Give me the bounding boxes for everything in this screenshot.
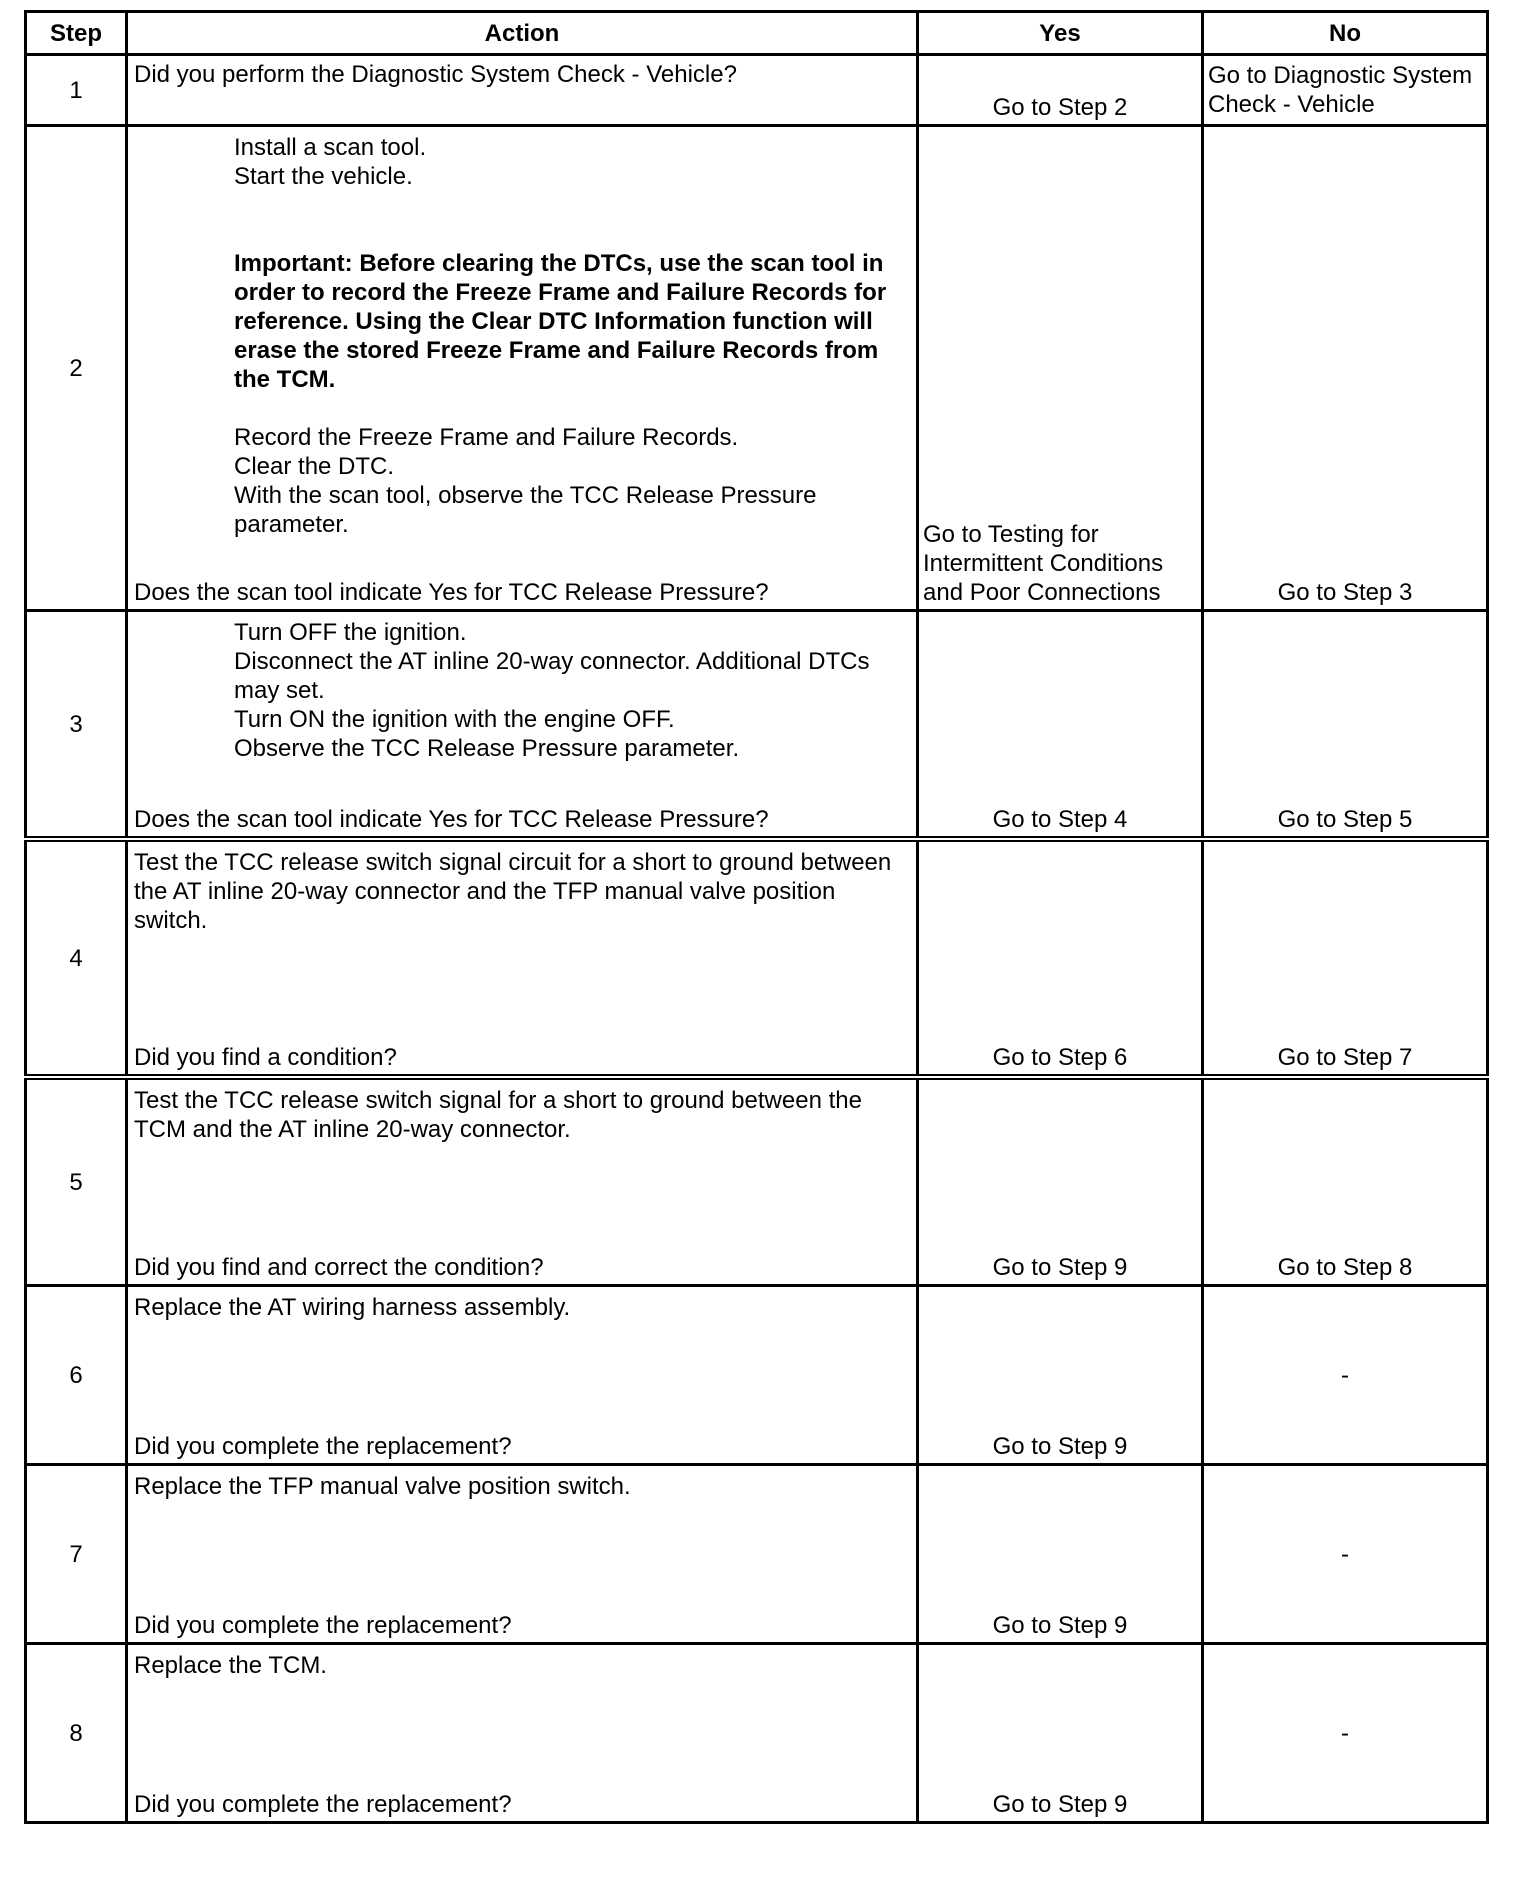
header-yes: Yes [918, 12, 1203, 55]
yes-cell [918, 1644, 1203, 1823]
action-cell [127, 1077, 918, 1286]
yes-text: Go to Step 4 [992, 806, 1128, 833]
no-text: - [1341, 1540, 1349, 1568]
yes-cell [918, 1286, 1203, 1465]
no-text: Go to Diagnostic System Check - Vehicle [1208, 62, 1473, 118]
action-question: Did you complete the replacement? [134, 1433, 512, 1460]
header-action: Action [127, 12, 918, 55]
action-text: Replace the AT wiring harness assembly. [134, 1294, 571, 1321]
step-number: 7 [26, 1465, 127, 1644]
yes-text: Go to Testing for Intermittent Conditions and Poor Connections [923, 521, 1164, 606]
no-text: - [1341, 1361, 1349, 1389]
table-row [26, 611, 1488, 840]
no-cell [1203, 611, 1488, 840]
yes-cell [918, 1077, 1203, 1286]
action-question: Did you find and correct the condition? [134, 1254, 544, 1281]
action-cell [127, 1286, 918, 1465]
yes-text: Go to Step 9 [992, 1791, 1128, 1818]
diagnostic-table-container [24, 10, 1480, 1824]
action-cell [127, 611, 918, 840]
action-substep: Observe the TCC Release Pressure parameter. [234, 735, 740, 762]
yes-cell [918, 126, 1203, 611]
action-question: Does the scan tool indicate Yes for TCC Release Pressure? [134, 806, 769, 833]
action-substep: With the scan tool, observe the TCC Release Pressure parameter. [234, 482, 817, 538]
table-row [26, 839, 1488, 1077]
no-text: Go to Step 5 [1277, 806, 1413, 833]
action-substep: Install a scan tool. [234, 134, 427, 161]
action-cell [127, 839, 918, 1077]
yes-cell [918, 839, 1203, 1077]
action-cell [127, 1465, 918, 1644]
action-substep: Turn ON the ignition with the engine OFF. [234, 706, 675, 733]
table-header-row [26, 12, 1488, 55]
action-text: Test the TCC release switch signal for a short to ground between the TCM and the AT inline 20-way connector. [134, 1087, 862, 1143]
table-row [26, 1286, 1488, 1465]
action-text: Replace the TCM. [134, 1652, 327, 1679]
step-number: 5 [26, 1077, 127, 1286]
yes-cell [918, 611, 1203, 840]
no-cell [1203, 839, 1488, 1077]
action-cell [127, 1644, 918, 1823]
step-number: 1 [26, 55, 127, 126]
step-number: 6 [26, 1286, 127, 1465]
action-substep: Record the Freeze Frame and Failure Records. [234, 424, 739, 451]
yes-cell [918, 55, 1203, 126]
action-question: Does the scan tool indicate Yes for TCC Release Pressure? [134, 579, 769, 606]
action-question: Did you find a condition? [134, 1044, 397, 1071]
yes-text: Go to Step 2 [992, 94, 1128, 121]
no-cell [1203, 1286, 1488, 1465]
action-substep: Disconnect the AT inline 20-way connector. Additional DTCs may set. [234, 648, 870, 704]
no-cell [1203, 1465, 1488, 1644]
action-text: Test the TCC release switch signal circuit for a short to ground between the AT inline 20-way connector and the TFP manual valve position switch. [134, 849, 892, 934]
action-cell [127, 55, 918, 126]
yes-text: Go to Step 9 [992, 1254, 1128, 1281]
no-cell [1203, 1077, 1488, 1286]
no-text: Go to Step 7 [1277, 1044, 1413, 1071]
no-cell [1203, 126, 1488, 611]
table-row [26, 55, 1488, 126]
action-substep: Clear the DTC. [234, 453, 395, 480]
step-number: 4 [26, 839, 127, 1077]
table-row [26, 126, 1488, 611]
action-question: Did you complete the replacement? [134, 1612, 512, 1639]
important-note: Important: Before clearing the DTCs, use the scan tool in order to record the Freeze Frame and Failure Records for reference. Using the Clear DTC Information function will erase the stored Freeze Frame and Failure Records from the TCM. [234, 250, 887, 393]
action-text: Replace the TFP manual valve position switch. [134, 1473, 631, 1500]
action-text: Did you perform the Diagnostic System Check - Vehicle? [134, 61, 737, 88]
no-cell [1203, 1644, 1488, 1823]
yes-text: Go to Step 9 [992, 1433, 1128, 1460]
yes-text: Go to Step 6 [992, 1044, 1128, 1071]
action-question: Did you complete the replacement? [134, 1791, 512, 1818]
table-row [26, 1644, 1488, 1823]
step-number: 3 [26, 611, 127, 840]
action-substep: Start the vehicle. [234, 163, 413, 190]
step-number: 8 [26, 1644, 127, 1823]
action-substep: Turn OFF the ignition. [234, 619, 467, 646]
header-step: Step [26, 12, 127, 55]
diagnostic-table [24, 10, 1489, 1824]
yes-cell [918, 1465, 1203, 1644]
header-no: No [1203, 12, 1488, 55]
yes-text: Go to Step 9 [992, 1612, 1128, 1639]
no-cell [1203, 55, 1488, 126]
table-row [26, 1077, 1488, 1286]
no-text: Go to Step 8 [1277, 1254, 1413, 1281]
table-row [26, 1465, 1488, 1644]
no-text: - [1341, 1719, 1349, 1747]
action-cell [127, 126, 918, 611]
step-number: 2 [26, 126, 127, 611]
no-text: Go to Step 3 [1277, 579, 1413, 606]
